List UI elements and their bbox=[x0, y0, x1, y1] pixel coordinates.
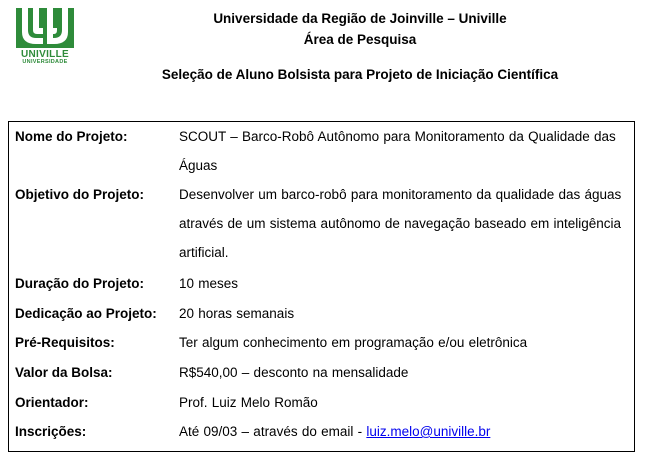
stipend-label: Valor da Bolsa: bbox=[15, 365, 113, 380]
document-header bbox=[80, 8, 640, 50]
logo-subtitle: UNIVERSIDADE bbox=[22, 59, 68, 65]
registration-email-link[interactable]: luiz.melo@univille.br bbox=[366, 424, 491, 439]
project-info-box bbox=[8, 121, 635, 452]
project-objective-label: Objetivo do Projeto: bbox=[15, 187, 145, 202]
prerequisites-label: Pré-Requisitos: bbox=[15, 335, 115, 350]
univille-logo bbox=[16, 8, 74, 65]
project-duration-value: 10 meses bbox=[179, 276, 239, 291]
selection-title: Seleção de Aluno Bolsista para Projeto de Iniciação Científica bbox=[161, 67, 559, 82]
advisor-value: Prof. Luiz Melo Romão bbox=[179, 395, 318, 410]
university-title: Universidade da Região de Joinville – Univille bbox=[213, 11, 507, 26]
area-title: Área de Pesquisa bbox=[303, 32, 417, 47]
advisor-label: Orientador: bbox=[15, 395, 89, 410]
registration-value bbox=[179, 417, 627, 446]
project-name-value: SCOUT – Barco-Robô Autônomo para Monitoramento da Qualidade das Águas bbox=[179, 129, 616, 173]
stipend-value: R$540,00 – desconto na mensalidade bbox=[179, 365, 409, 380]
prerequisites-value: Ter algum conhecimento em programação e/ou eletrônica bbox=[179, 335, 528, 350]
project-objective-value: Desenvolver um barco-robô para monitoramento da qualidade das águas através de um sistema autônomo de navegação baseado em inteligência artificial. bbox=[179, 187, 622, 260]
project-dedication-value: 20 horas semanais bbox=[179, 306, 295, 321]
registration-label: Inscrições: bbox=[15, 424, 87, 439]
project-dedication-label: Dedicação ao Projeto: bbox=[15, 306, 157, 321]
project-duration-label: Duração do Projeto: bbox=[15, 276, 145, 291]
project-name-label: Nome do Projeto: bbox=[15, 129, 128, 144]
registration-prefix: Até 09/03 – através do email - bbox=[179, 424, 367, 439]
univille-emblem bbox=[16, 8, 74, 48]
logo-name: UNIVILLE bbox=[21, 49, 69, 60]
